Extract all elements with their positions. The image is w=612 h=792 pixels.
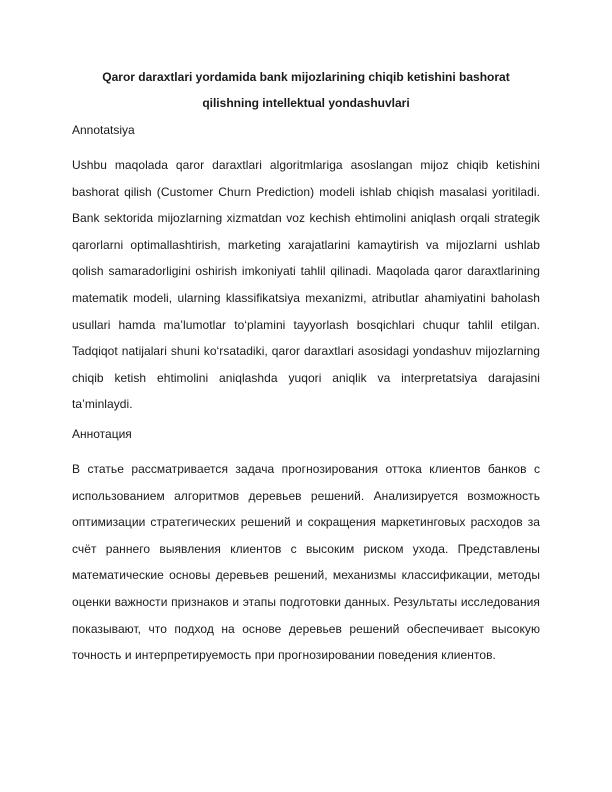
annotation-ru-text: В статье рассматривается задача прогнозирования оттока клиентов банков с использованием алгоритмов деревьев решений. Анализируется возможность оптимизации стратегических решений и сокращения маркетинговых расходов за счёт раннего выявления клиентов с высоким риском ухода. Представлены математические основы деревьев решений, механизмы классификации, методы оценки важности признаков и этапы подготовки данных. Результаты исследования показывают, что подход на основе деревьев решений обеспечивает высокую точность и интерпретируемость при прогнозировании поведения клиентов.: [72, 461, 540, 663]
document-page: [72, 64, 540, 673]
document-title: [72, 64, 540, 116]
annotation-uz-heading: Annotatsiya: [72, 123, 135, 137]
annotation-uz-text: Ushbu maqolada qaror daraxtlari algoritmlariga asoslangan mijoz chiqib ketishini bashorat qilish (Customer Churn Prediction) modeli ishlab chiqish masalasi yoritiladi. Bank sektorida mijozlarning xizmatdan voz kechish ehtimolini aniqlash orqali strategik qarorlarni optimallashtirish, marketing xarajatlarini kamaytirish va mijozlarni ushlab qolish samaradorligini oshirish imkoniyati tahlil qilinadi. Maqolada qaror daraxtlarining matematik modeli, ularning klassifikatsiya mexanizmi, atributlar ahamiyatini baholash usullari hamda ma’lumotlar to‘plamini tayyorlash bosqichlari chuqur tahlil etilgan. Tadqiqot natijalari shuni ko‘rsatadiki, qaror daraxtlari asosidagi yondashuv mijozlarning chiqib ketish ehtimolini aniqlashda yuqori aniqlik va interpretatsiya darajasini ta’minlaydi.: [72, 158, 540, 412]
annotation-ru-heading: Аннотация: [72, 426, 132, 441]
title-line-2: qilishning intellektual yondashuvlari: [202, 96, 410, 110]
title-line-1: Qaror daraxtlari yordamida bank mijozlarining chiqib ketishini bashorat: [102, 70, 510, 84]
